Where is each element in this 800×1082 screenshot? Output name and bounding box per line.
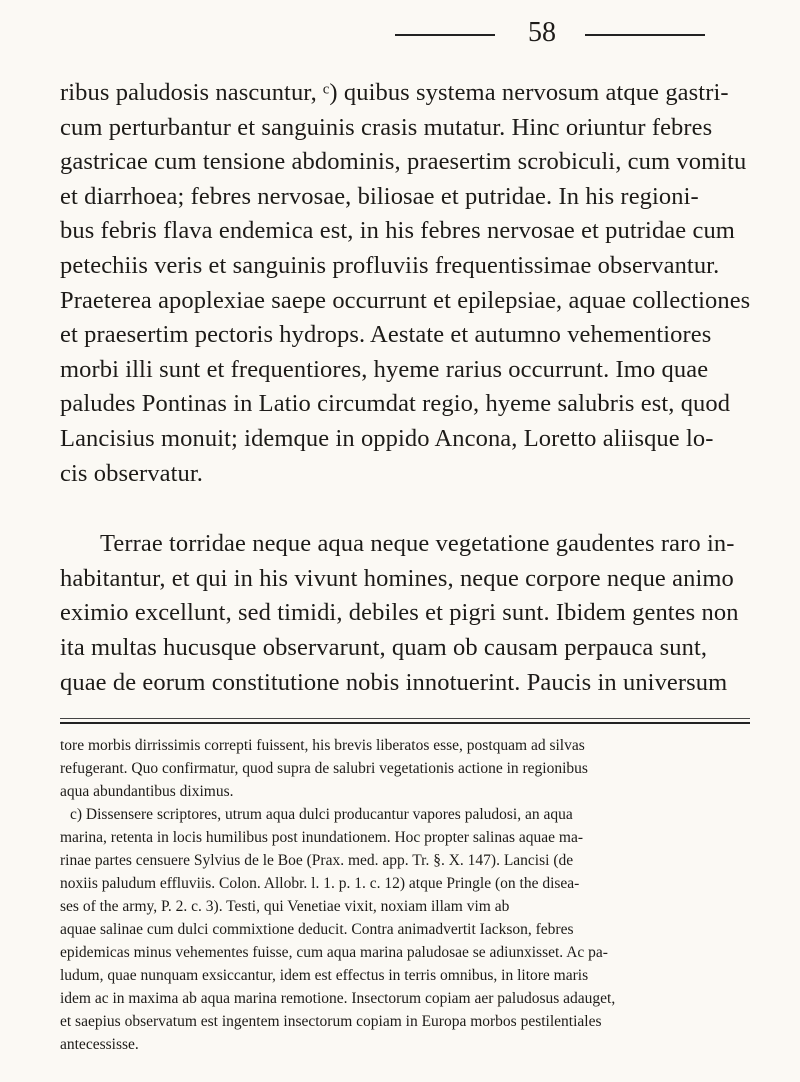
text-line: bus febris flava endemica est, in his febres nervosae et putridae cum [60, 217, 735, 245]
text-line: et diarrhoea; febres nervosae, biliosae et putridae. In his regioni- [60, 182, 699, 210]
footnote-line: ludum, quae nunquam exsiccantur, idem est effectus in terris omnibus, in litore maris [60, 967, 589, 984]
text-line: cum perturbantur et sanguinis crasis mutatur. Hinc oriuntur febres [60, 113, 713, 141]
footnotes [60, 734, 750, 1056]
header-rule-left [395, 34, 495, 36]
footnote-line: noxiis paludum effluviis. Colon. Allobr. l. 1. p. 1. c. 12) atque Pringle (on the disea- [60, 875, 580, 892]
footnote-line: antecessisse. [60, 1036, 139, 1053]
text-line: Lancisius monuit; idemque in oppido Ancona, Loretto aliisque lo- [60, 424, 714, 452]
footnote-line: marina, retenta in locis humilibus post inundationem. Hoc propter salinas aquae ma- [60, 829, 583, 846]
text-line: et praesertim pectoris hydrops. Aestate et autumno vehementiores [60, 321, 712, 349]
footnote-rule [60, 722, 750, 724]
text-line: paludes Pontinas in Latio circumdat regio, hyeme salubris est, quod [60, 390, 731, 418]
page-header [0, 8, 800, 48]
text-line: gastricae cum tensione abdominis, praesertim scrobiculi, cum vomitu [60, 148, 747, 176]
header-rule-right [585, 34, 705, 36]
text-line: Praeterea apoplexiae saepe occurrunt et epilepsiae, aquae collectiones [60, 286, 751, 314]
footnote-line: refugerant. Quo confirmatur, quod supra de salubri vegetationis actione in regionibus [60, 760, 588, 777]
footnote-rule-thin [60, 718, 750, 719]
text-line: habitantur, et qui in his vivunt homines, neque corpore neque animo [60, 564, 734, 592]
footnote-line: tore morbis dirrissimis correpti fuissent, his brevis liberatos esse, postquam ad silvas [60, 737, 585, 754]
paragraph-2 [60, 527, 750, 700]
text-line: morbi illi sunt et frequentiores, hyeme rarius occurrunt. Imo quae [60, 355, 709, 383]
text-line: ita multas hucusque observarunt, quam ob causam perpauca sunt, [60, 633, 708, 661]
footnote-line: c) Dissensere scriptores, utrum aqua dulci producantur vapores paludosi, an aqua [70, 806, 573, 823]
footnote-line: aquae salinae cum dulci commixtione deducit. Contra animadvertit Iackson, febres [60, 921, 574, 938]
footnote-line: epidemicas minus vehementes fuisse, cum aqua marina paludosae se adiunxisset. Ac pa- [60, 944, 608, 961]
main-text [60, 76, 750, 700]
page-number: 58 [528, 17, 556, 48]
footnote-line: ses of the army, P. 2. c. 3). Testi, qui Venetiae vixit, noxiam illam vim ab [60, 898, 510, 915]
text-line: eximio excellunt, sed timidi, debiles et pigri sunt. Ibidem gentes non [60, 599, 739, 627]
paragraph-1 [60, 76, 750, 491]
text-line: Terrae torridae neque aqua neque vegetatione gaudentes raro in- [100, 530, 735, 558]
text-line: cis observatur. [60, 459, 204, 487]
footnote-line: rinae partes censuere Sylvius de le Boe (Prax. med. app. Tr. §. X. 147). Lancisi (de [60, 852, 574, 869]
footnote-line: et saepius observatum est ingentem insectorum copiam in Europa morbos pestilentiales [60, 1013, 602, 1030]
text-line: quae de eorum constitutione nobis innotuerint. Paucis in universum [60, 668, 728, 696]
footnote-line: aqua abundantibus diximus. [60, 783, 234, 800]
footnote-line: idem ac in maxima ab aqua marina remotione. Insectorum copiam aer paludosus adauget, [60, 990, 616, 1007]
text-line: ribus paludosis nascuntur, ᶜ) quibus systema nervosum atque gastri- [60, 79, 729, 106]
text-line: petechiis veris et sanguinis profluviis frequentissimae observantur. [60, 251, 720, 279]
